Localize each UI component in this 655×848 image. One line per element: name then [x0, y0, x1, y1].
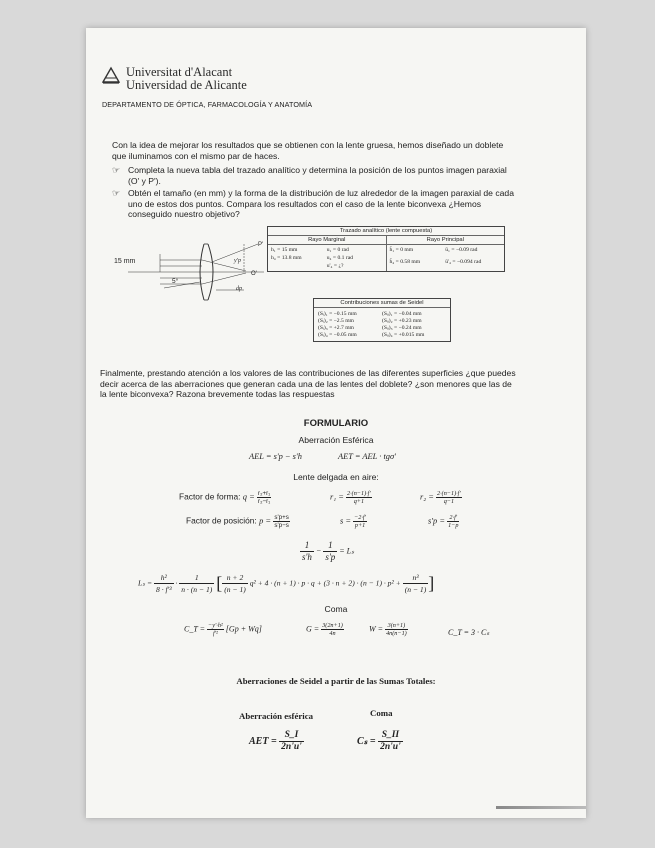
seidel-contributions-table — [313, 298, 451, 342]
ct-formula: C_T = $\frac{\text{−y'·h²}}{\text{f'²}}$ [Gp + Wq] — [184, 622, 262, 637]
p-prime-label: P' — [258, 242, 264, 248]
aet-sumas-formula: AET = $\frac{S\_I}{2n'u'}$ — [249, 730, 302, 752]
ael-formula: AEL = s'p − s'h — [249, 452, 302, 461]
table-cell: h̄₁ = 0 mm — [389, 247, 414, 253]
col-marginal: Rayo Marginal — [268, 236, 387, 244]
table-title: Trazado analítico (lente compuesta) — [268, 227, 504, 236]
sp-formula: s'p = $\frac{2\cdot f'}{1-p}$ — [428, 514, 459, 529]
table-cell: (Sᵢ)₄ = −0.05 mm — [318, 332, 357, 338]
university-logo-icon — [102, 66, 120, 84]
cs-sumas-formula: Cₛ = $\frac{S\_II}{2n'u'}$ — [357, 730, 401, 752]
g-formula: G = $\frac{3(2n+1)}{4n}$ — [306, 622, 343, 637]
r1-formula: r₁ = $\frac{2\cdot(n-1)\cdot f'}{q+1}$ — [330, 490, 371, 505]
table-cell: h̄₄ = 0.58 mm — [389, 259, 421, 265]
lente-delgada-heading: Lente delgada en aire: — [293, 472, 379, 482]
task-2: Obtén el tamaño (en mm) y la forma de la distribución de luz alrededor de la imagen paraxial de cada uno de estos dos puntos. Compara los resultados con el caso de la lente biconvexa ¿Hemos conseguido nuestro objetivo? — [128, 188, 514, 219]
ls-expansion: Lₛ = $\frac{\text{h²}}{\text{8 · f'³}}$ · $\frac{1}{n \cdot (n - 1)}$ [ $\frac{n + 2}{(n - 1)}$ q² + 4 · (n + 1) · p · q + (3 · n + 2) · (n − 1) · p² + $\frac{\text{n³}}{(n - 1)}$ ] — [138, 573, 435, 594]
formulario-title: FORMULARIO — [303, 418, 369, 429]
table-cell: ū₁ = −0.09 rad — [445, 247, 478, 253]
table-cell: u₁ = 0 rad — [326, 247, 349, 253]
intro-paragraph: Con la idea de mejorar los resultados que se obtienen con la lente gruesa, hemos diseñado un doblete que iluminamos con el mismo par de haces. — [112, 140, 504, 161]
table-cell: (Sᵢᵢ)₂ = +0.23 mm — [382, 318, 422, 324]
r2-formula: r₂ = $\frac{2\cdot(n-1)\cdot f'}{q-1}$ — [420, 490, 461, 505]
scan-edge — [496, 806, 586, 809]
table-cell: h₄ = 13.8 mm — [271, 255, 302, 261]
department-name: DEPARTAMENTO DE ÓPTICA, FARMACOLOGÍA Y ANATOMÍA — [102, 100, 313, 109]
analytic-trace-table — [267, 226, 505, 272]
ct-cs-relation: C_T = 3 · Cₛ — [448, 628, 490, 637]
table-cell: u₄ = 0.1 rad — [326, 255, 353, 261]
w-formula: W = $\frac{3(n+1)}{4n(n-1)}$ — [369, 622, 407, 637]
final-question: Finalmente, prestando atención a los valores de las contribuciones de las diferentes superficies ¿que puedes decir acerca de las aberraciones que generan cada una de las lentes del doblete? ¿son menores que las de la lente biconvexa? Razona brevemente todas las respuestas — [100, 368, 516, 399]
task-1: Completa la nueva tabla del trazado analítico y determina la posición de los puntos imagen paraxial (O' y P'). — [128, 165, 507, 186]
table-cell: (Sᵢᵢ)₄ = +0.015 mm — [382, 332, 425, 338]
factor-posicion-label: Factor de posición: p = $\frac{s'p+s}{s'p-s}$ — [186, 514, 289, 529]
col-principal: Rayo Principal — [426, 237, 464, 243]
coma-subheading: Coma — [370, 708, 393, 718]
university-name: Universitat d'Alacant Universidad de Alicante — [126, 65, 247, 92]
s-formula: s = $\frac{-2\cdot f'}{p+1}$ — [340, 514, 366, 529]
coma-heading: Coma — [324, 604, 348, 614]
table-cell: (Sᵢ)₃ = +2.7 mm — [318, 325, 354, 331]
factor-forma-label: Factor de forma: q = $\frac{\text{r₂+r₁}}{\text{r₂−r₁}}$ — [179, 490, 271, 505]
table-cell: h₁ = 15 mm — [271, 247, 298, 253]
table-cell: (Sᵢ)₂ = −2.5 mm — [318, 318, 354, 324]
table-cell: u'₄ = ¿? — [326, 263, 344, 269]
sumas-totales-heading: Aberraciones de Seidel a partir de las Sumas Totales: — [236, 676, 436, 686]
aet-formula: AET = AEL · tgσ' — [338, 452, 396, 461]
table-cell — [271, 263, 327, 269]
dp-label: dp — [236, 286, 242, 292]
height-label: 15 mm — [114, 258, 136, 265]
table-cell: ū'₄ = −0.094 rad — [445, 259, 482, 265]
table-cell: (Sᵢᵢ)₃ = −0.24 mm — [382, 325, 422, 331]
hand-pointer-icon: ☞ — [112, 188, 121, 198]
aberracion-esferica-heading: Aberración Esférica — [298, 435, 374, 445]
ls-definition: $\frac{1}{s'h}$ − $\frac{1}{s'p}$ = Lₛ — [302, 540, 355, 562]
lens-ray-diagram — [126, 238, 266, 308]
yp-label: y'p — [234, 258, 241, 264]
hand-pointer-icon: ☞ — [112, 165, 121, 175]
document-page — [86, 28, 586, 818]
angle-label: 5° — [172, 278, 179, 285]
table-title: Contribuciones sumas de Seidel — [314, 299, 450, 308]
table-cell: (Sᵢ)₁ = −0.15 mm — [318, 311, 357, 317]
table-cell: (Sᵢᵢ)₁ = −0.04 mm — [382, 311, 422, 317]
aberracion-esferica-subheading: Aberración esférica — [239, 711, 314, 721]
o-prime-label: O' — [251, 271, 257, 277]
